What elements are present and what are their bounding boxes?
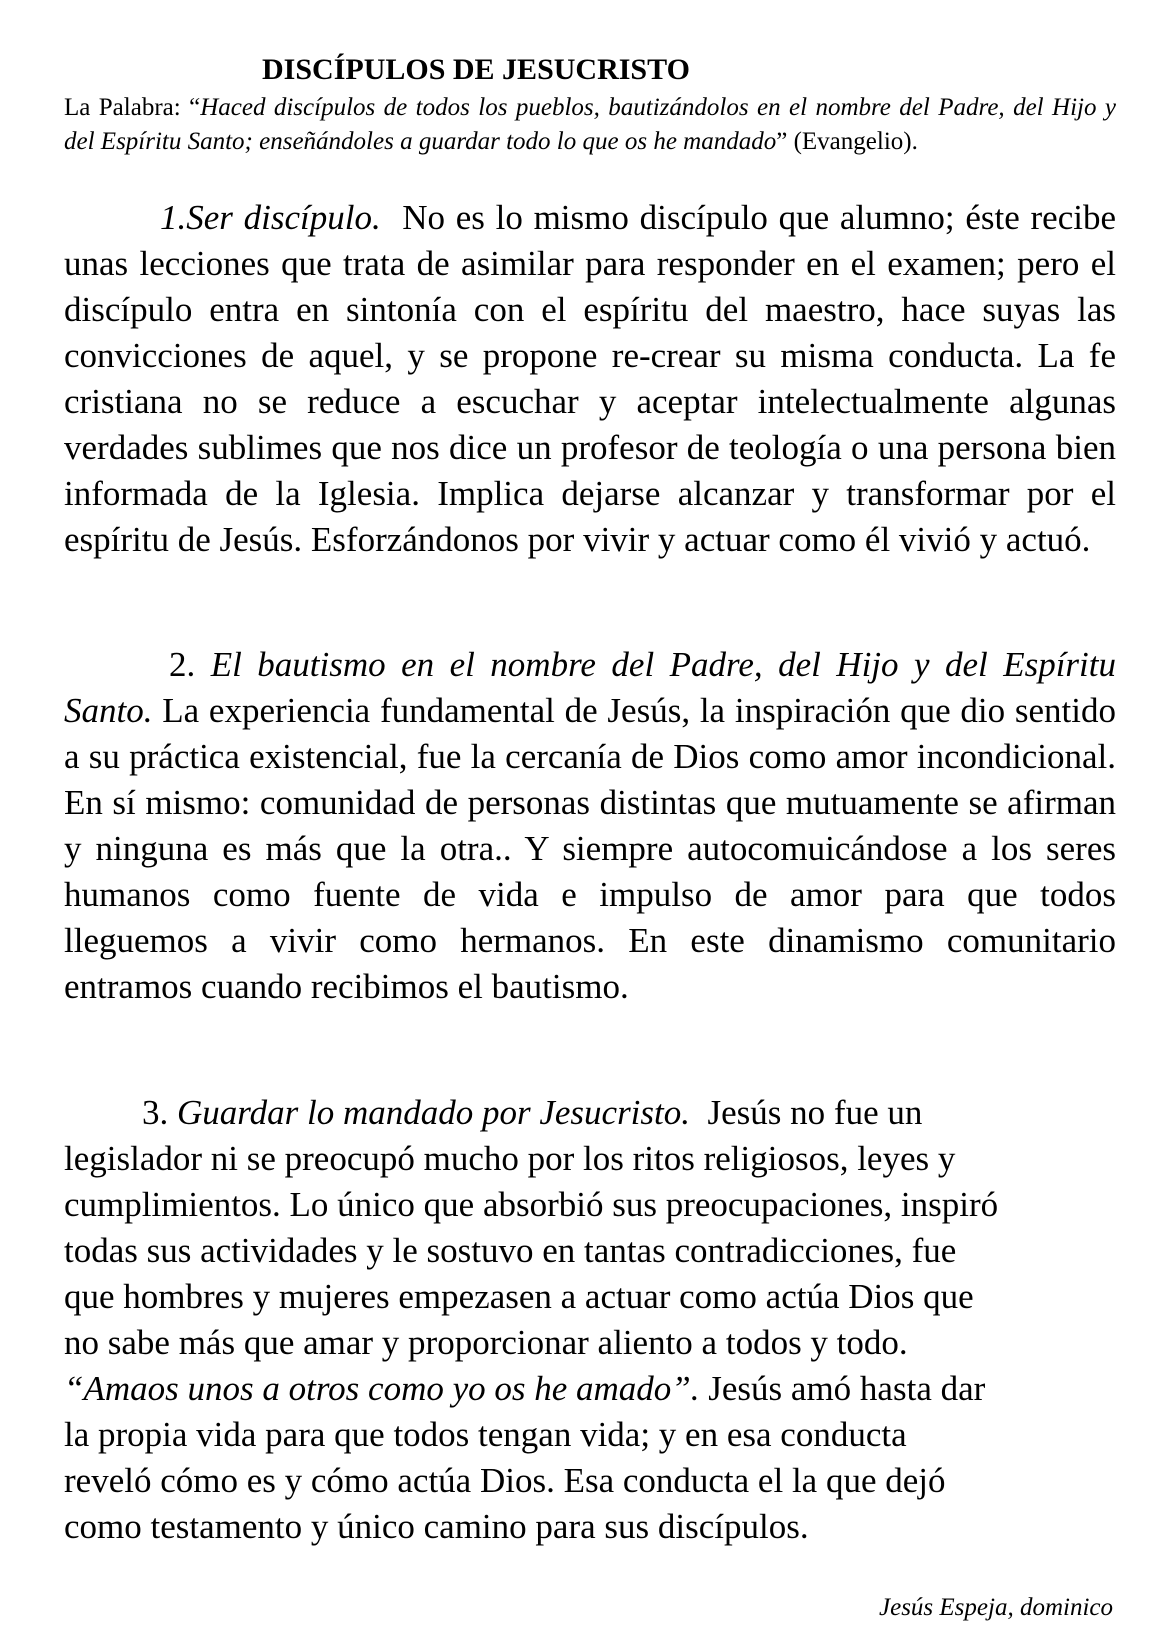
- section-3-line: cumplimientos. Lo único que absorbió sus preocupaciones, inspiró: [64, 1185, 999, 1224]
- section-2-heading: El bautismo en el nombre del Padre, del Hijo y del Espíritu Santo.: [64, 645, 1116, 730]
- section-1-paragraph: [64, 195, 1116, 563]
- section-3-line: reveló cómo es y cómo actúa Dios. Esa conducta el la que dejó: [64, 1461, 946, 1500]
- section-2-text: La experiencia fundamental de Jesús, la inspiración que dio sentido a su práctica existencial, fue la cercanía de Dios como amor incondicional. En sí mismo: comunidad de personas distintas que mutuamente se afirman y ninguna es más que la otra.. Y siempre autocomuicándose a los seres humanos como fuente de vida e impulso de amor para que todos lleguemos a vivir como hermanos. En este dinamismo comunitario entramos cuando recibimos el bautismo.: [64, 691, 1116, 1006]
- section-3-after-quote: Jesús amó hasta dar: [708, 1369, 986, 1408]
- section-3-heading: Guardar lo mandado por Jesucristo.: [177, 1093, 691, 1132]
- author-signature: Jesús Espeja, dominico: [879, 1594, 1113, 1621]
- epigraph-suffix: ” (Evangelio).: [776, 128, 918, 155]
- scripture-quote: “Amaos unos a otros como yo os he amado”.: [64, 1369, 700, 1408]
- section-1-heading: 1.Ser discípulo.: [160, 198, 381, 237]
- section-3-line: que hombres y mujeres empezasen a actuar como actúa Dios que: [64, 1277, 974, 1316]
- section-3-line: [64, 1090, 1116, 1136]
- document-title: DISCÍPULOS DE JESUCRISTO: [262, 53, 690, 86]
- section-3-paragraph: [64, 1090, 1116, 1550]
- section-3-line: todas sus actividades y le sostuvo en tantas contradicciones, fue: [64, 1231, 957, 1270]
- epigraph-quote: [64, 91, 1116, 159]
- epigraph-text: Haced discípulos de todos los pueblos, bautizándolos en el nombre del Padre, del Hijo y del Espíritu Santo; enseñándoles a guardar todo lo que os he mandado: [64, 94, 1116, 155]
- epigraph-prefix: La Palabra: “: [64, 94, 201, 121]
- section-3-line: como testamento y único camino para sus discípulos.: [64, 1507, 809, 1546]
- section-3-line: la propia vida para que todos tengan vida; y en esa conducta: [64, 1415, 907, 1454]
- section-3-line: [64, 1366, 1116, 1412]
- section-3-line-text: Jesús no fue un: [707, 1093, 923, 1132]
- section-3-line: no sabe más que amar y proporcionar aliento a todos y todo.: [64, 1323, 908, 1362]
- section-2-paragraph: [64, 642, 1116, 1010]
- section-3-number: 3.: [142, 1093, 169, 1132]
- section-3-line: legislador ni se preocupó mucho por los ritos religiosos, leyes y: [64, 1139, 956, 1178]
- section-1-text: No es lo mismo discípulo que alumno; éste recibe unas lecciones que trata de asimilar para responder en el examen; pero el discípulo entra en sintonía con el espíritu del maestro, hace suyas las convicciones de aquel, y se propone re-crear su misma conducta. La fe cristiana no se reduce a escuchar y aceptar intelectualmente algunas verdades sublimes que nos dice un profesor de teología o una persona bien informada de la Iglesia. Implica dejarse alcanzar y transformar por el espíritu de Jesús. Esforzándonos por vivir y actuar como él vivió y actuó.: [64, 198, 1117, 559]
- section-2-number: 2.: [169, 645, 196, 684]
